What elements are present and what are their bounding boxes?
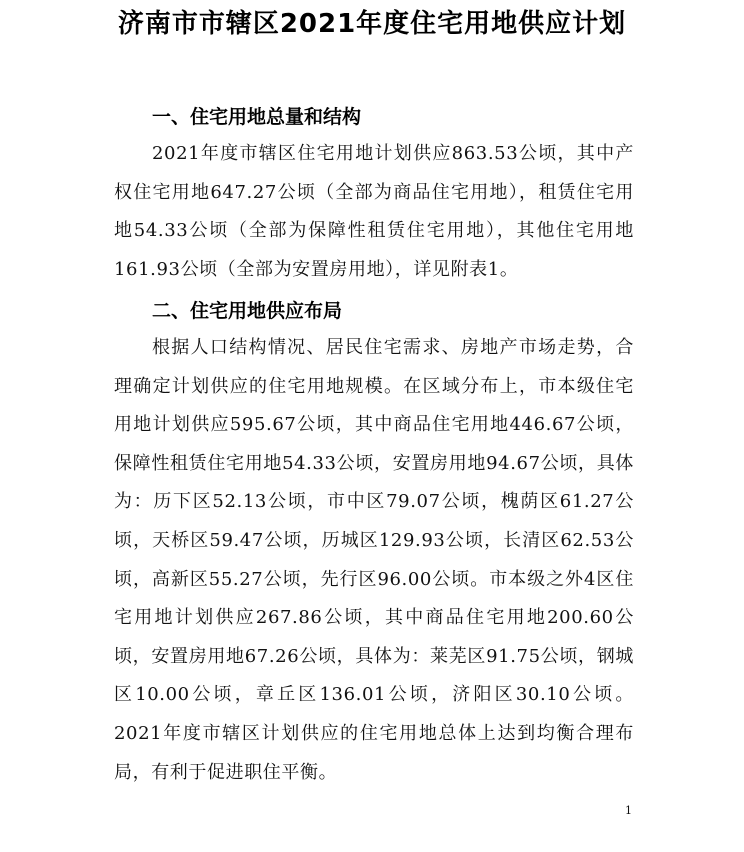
section-paragraph-supply-layout: 根据人口结构情况、居民住宅需求、房地产市场走势，合理确定计划供应的住宅用地规模。在区域分布上，市本级住宅用地计划供应595.67公顷，其中商品住宅用地446.67公顷，保障性租赁住宅用地54.33公顷，安置房用地94.67公顷，具体为：历下区52.13公顷，市中区79.07公顷，槐荫区61.27公顷，天桥区59.47公顷，历城区129.93公顷，长清区62.53公顷，高新区55.27公顷，先行区96.00公顷。市本级之外4区住宅用地计划供应267.86公顷，其中商品住宅用地200.60公顷，安置房用地67.26公顷，具体为：莱芜区91.75公顷，钢城区10.00公顷，章丘区136.01公顷，济阳区30.10公顷。2021年度市辖区计划供应的住宅用地总体上达到均衡合理布局，有利于促进职住平衡。 [114,337,634,783]
page-number: 1 [625,804,632,817]
section-heading-supply-layout: 二、住宅用地供应布局 [152,300,343,322]
section-heading-total-and-structure: 一、住宅用地总量和结构 [152,106,362,128]
document-title: 济南市市辖区2021年度住宅用地供应计划 [117,9,627,39]
section-paragraph-total-and-structure: 2021年度市辖区住宅用地计划供应863.53公顷，其中产权住宅用地647.27公顷（全部为商品住宅用地），租赁住宅用地54.33公顷（全部为保障性租赁住宅用地），其他住宅用地161.93公顷（全部为安置房用地），详见附表1。 [114,143,634,280]
